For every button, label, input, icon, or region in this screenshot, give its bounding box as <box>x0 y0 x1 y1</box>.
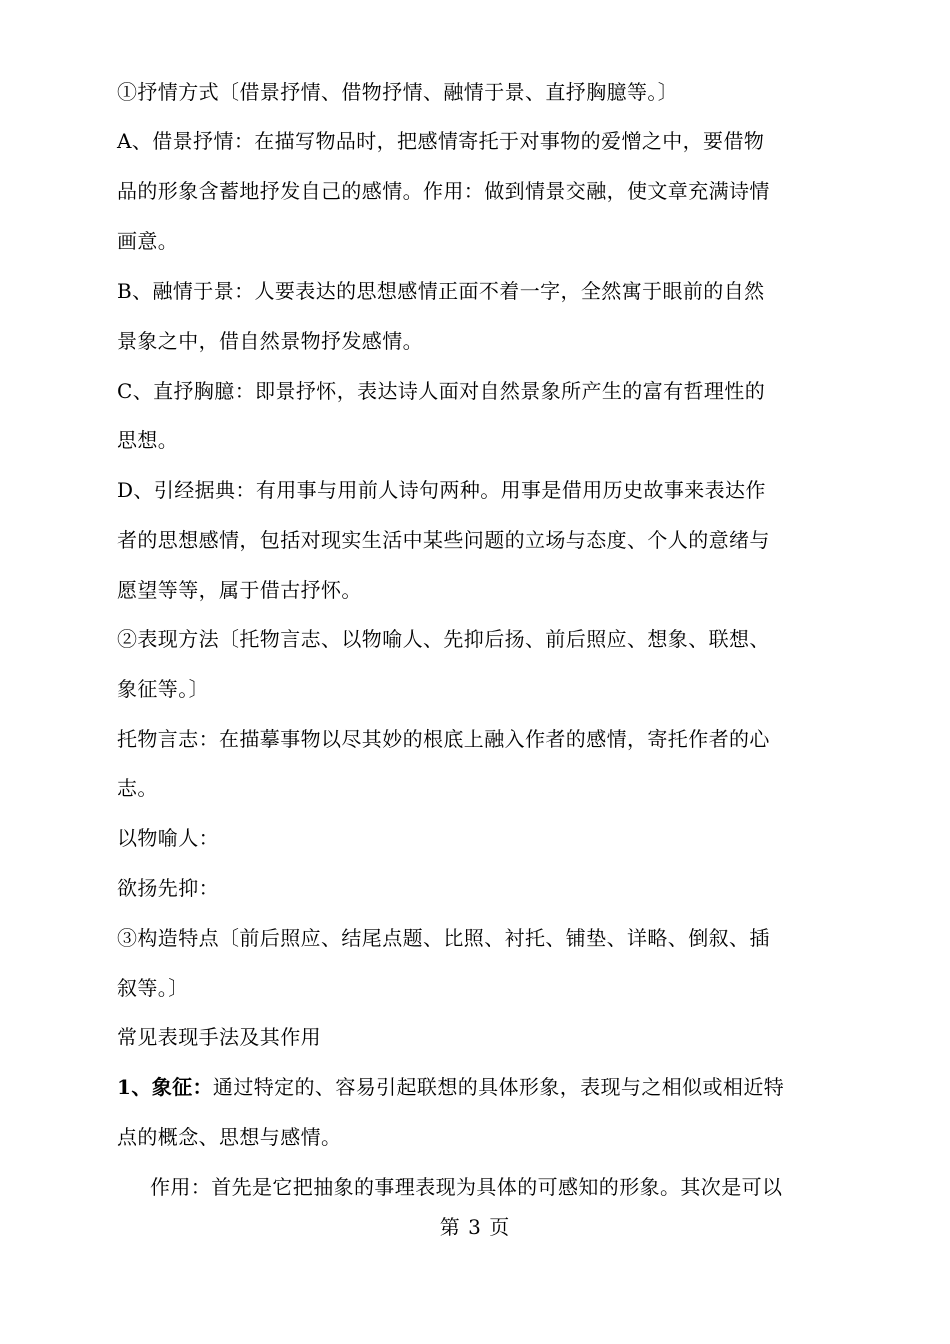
text-line-18: ③构造特点〔前后照应、结尾点题、比照、衬托、铺垫、详略、倒叙、插 <box>117 926 770 950</box>
text-line-16: 以物喻人： <box>117 826 219 850</box>
section-title: 常见表现手法及其作用 <box>117 1025 321 1049</box>
item-1-continuation: 点的概念、思想与感情。 <box>117 1125 342 1149</box>
page-number: 第 3 页 <box>439 1215 511 1239</box>
text-line-12: ②表现方法〔托物言志、以物喻人、先抑后扬、前后照应、想象、联想、 <box>117 627 770 651</box>
item-1-text: 通过特定的、容易引起联想的具体形象，表现与之相似或相近特 <box>212 1075 785 1099</box>
text-line-17: 欲扬先抑： <box>117 876 219 900</box>
text-line-19: 叙等。〕 <box>117 976 189 1000</box>
text-line-1: ①抒情方式〔借景抒情、借物抒情、融情于景、直抒胸臆等。〕 <box>117 80 679 104</box>
text-line-2: A、借景抒情：在描写物品时，把感情寄托于对事物的爱憎之中，要借物 <box>117 129 765 153</box>
text-line-15: 志。 <box>117 776 158 800</box>
item-1-line <box>117 1074 784 1100</box>
text-line-3: 品的形象含蓄地抒发自己的感情。作用：做到情景交融，使文章充满诗情 <box>117 179 770 203</box>
item-1-effect: 作用：首先是它把抽象的事理表现为具体的可感知的形象。其次是可以 <box>150 1175 783 1199</box>
text-line-9: D、引经据典：有用事与用前人诗句两种。用事是借用历史故事来表达作 <box>117 478 766 502</box>
text-line-4: 画意。 <box>117 229 179 253</box>
text-line-13: 象征等。〕 <box>117 677 209 701</box>
text-line-5: B、融情于景：人要表达的思想感情正面不着一字，全然寓于眼前的自然 <box>117 279 765 303</box>
text-line-7: C、直抒胸臆：即景抒怀，表达诗人面对自然景象所产生的富有哲理性的 <box>117 379 766 403</box>
text-line-10: 者的思想感情，包括对现实生活中某些问题的立场与态度、个人的意绪与 <box>117 528 770 552</box>
text-line-14: 托物言志：在描摹事物以尽其妙的根底上融入作者的感情，寄托作者的心 <box>117 727 770 751</box>
item-1-heading: 1、象征： <box>117 1075 213 1099</box>
text-line-11: 愿望等等，属于借古抒怀。 <box>117 578 362 602</box>
text-line-6: 景象之中，借自然景物抒发感情。 <box>117 329 423 353</box>
text-line-8: 思想。 <box>117 428 179 452</box>
